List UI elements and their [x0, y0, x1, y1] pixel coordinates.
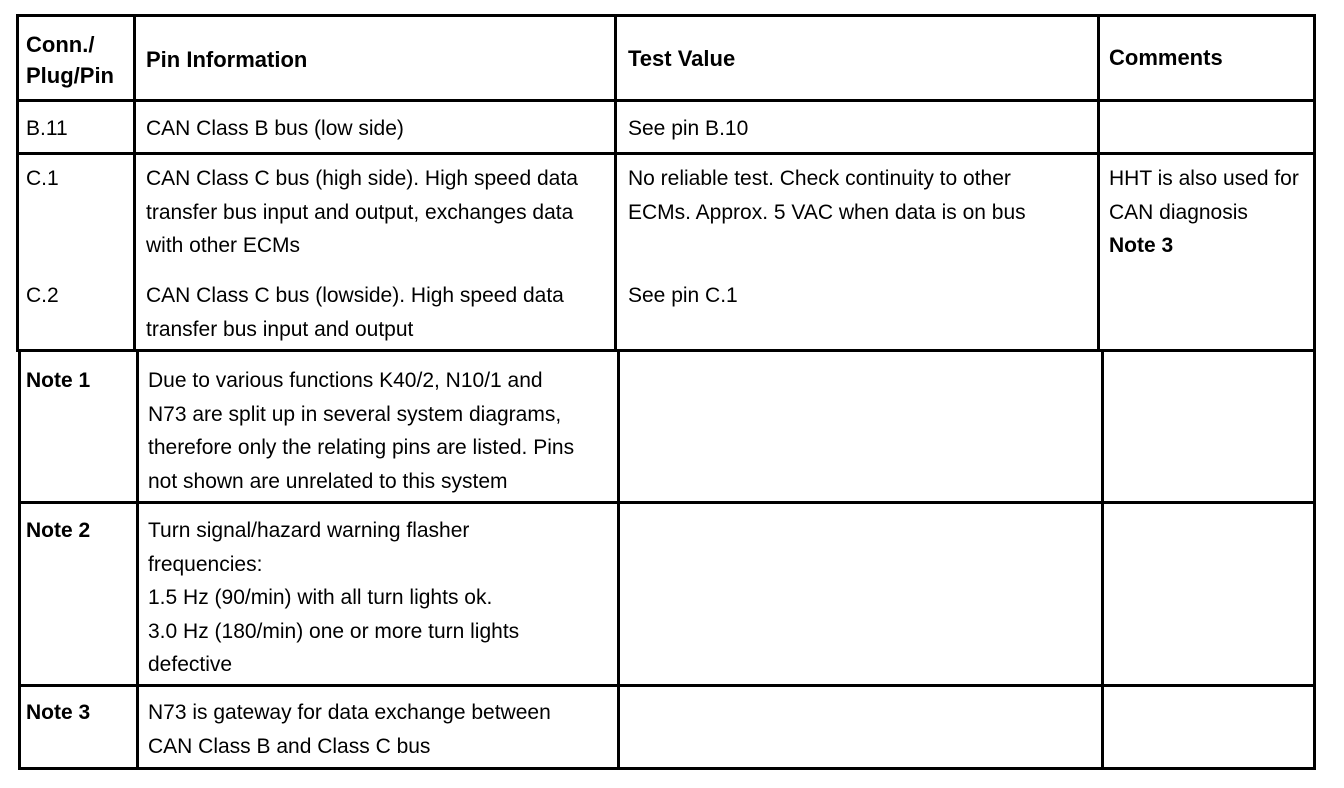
note-2-label: Note 2 [26, 519, 91, 542]
note-2-line: frequencies: [148, 552, 263, 576]
header-test-value: Test Value [628, 46, 736, 71]
column-divider [133, 14, 136, 352]
note-2-text [148, 514, 519, 682]
comments-c1-line: CAN diagnosis [1109, 200, 1248, 224]
comments-c1 [1109, 162, 1299, 263]
comments-c1-line: HHT is also used for [1109, 167, 1299, 190]
note-1-line: N73 are split up in several system diagrams, [148, 402, 562, 426]
note-3-line: N73 is gateway for data exchange between [148, 701, 551, 724]
note-3-text [148, 696, 551, 763]
row-divider [18, 501, 1316, 504]
info-c1-line: with other ECMs [146, 234, 301, 257]
note-1-line: not shown are unrelated to this system [148, 469, 508, 493]
info-c2-line: CAN Class C bus (lowside). High speed data [146, 284, 564, 307]
header-conn-line1: Conn./ [26, 32, 95, 57]
note-3-line: CAN Class B and Class C bus [148, 734, 431, 758]
test-b11: See pin B.10 [628, 117, 749, 140]
info-b11: CAN Class B bus (low side) [146, 117, 404, 140]
info-c2 [146, 279, 564, 346]
note-2-line: 1.5 Hz (90/min) with all turn lights ok. [148, 586, 493, 609]
note-2-line: Turn signal/hazard warning flasher [148, 519, 470, 542]
column-divider [136, 349, 139, 770]
info-c2-line: transfer bus input and output [146, 317, 414, 341]
column-divider [1101, 349, 1104, 770]
row-divider [18, 684, 1316, 687]
comments-c1-note-ref: Note 3 [1109, 234, 1174, 257]
note-1-line: Due to various functions K40/2, N10/1 and [148, 369, 543, 392]
row-divider [16, 152, 1316, 155]
header-pin-information: Pin Information [146, 47, 308, 72]
pin-c1: C.1 [26, 167, 59, 190]
pin-b11: B.11 [26, 117, 68, 140]
column-divider [617, 349, 620, 770]
table-border-top [16, 14, 1316, 17]
row-divider [16, 349, 1316, 352]
info-c1-line: transfer bus input and output, exchanges data [146, 200, 574, 224]
note-1-line: therefore only the relating pins are listed. Pins [148, 436, 575, 459]
test-c2: See pin C.1 [628, 284, 738, 307]
header-conn-line2: Plug/Pin [26, 63, 114, 88]
pin-c2: C.2 [26, 284, 59, 307]
test-c1-line: No reliable test. Check continuity to other [628, 167, 1011, 190]
note-2-line: defective [148, 653, 233, 676]
info-c1-line: CAN Class C bus (high side). High speed data [146, 167, 578, 190]
column-divider [614, 14, 617, 352]
column-divider [1097, 14, 1100, 352]
info-c1 [146, 162, 578, 263]
header-divider [16, 99, 1316, 102]
test-c1-line: ECMs. Approx. 5 VAC when data is on bus [628, 200, 1026, 224]
test-c1 [628, 162, 1026, 229]
note-1-text [148, 364, 574, 498]
header-conn-plug-pin [26, 29, 114, 91]
note-3-label: Note 3 [26, 701, 91, 724]
note-1-label: Note 1 [26, 369, 91, 392]
table-border-right [1313, 14, 1316, 770]
table-border-left [16, 14, 19, 352]
note-2-line: 3.0 Hz (180/min) one or more turn lights [148, 619, 520, 643]
table-border-bottom [18, 767, 1316, 770]
table-border-left [18, 349, 21, 770]
header-comments: Comments [1109, 45, 1223, 70]
